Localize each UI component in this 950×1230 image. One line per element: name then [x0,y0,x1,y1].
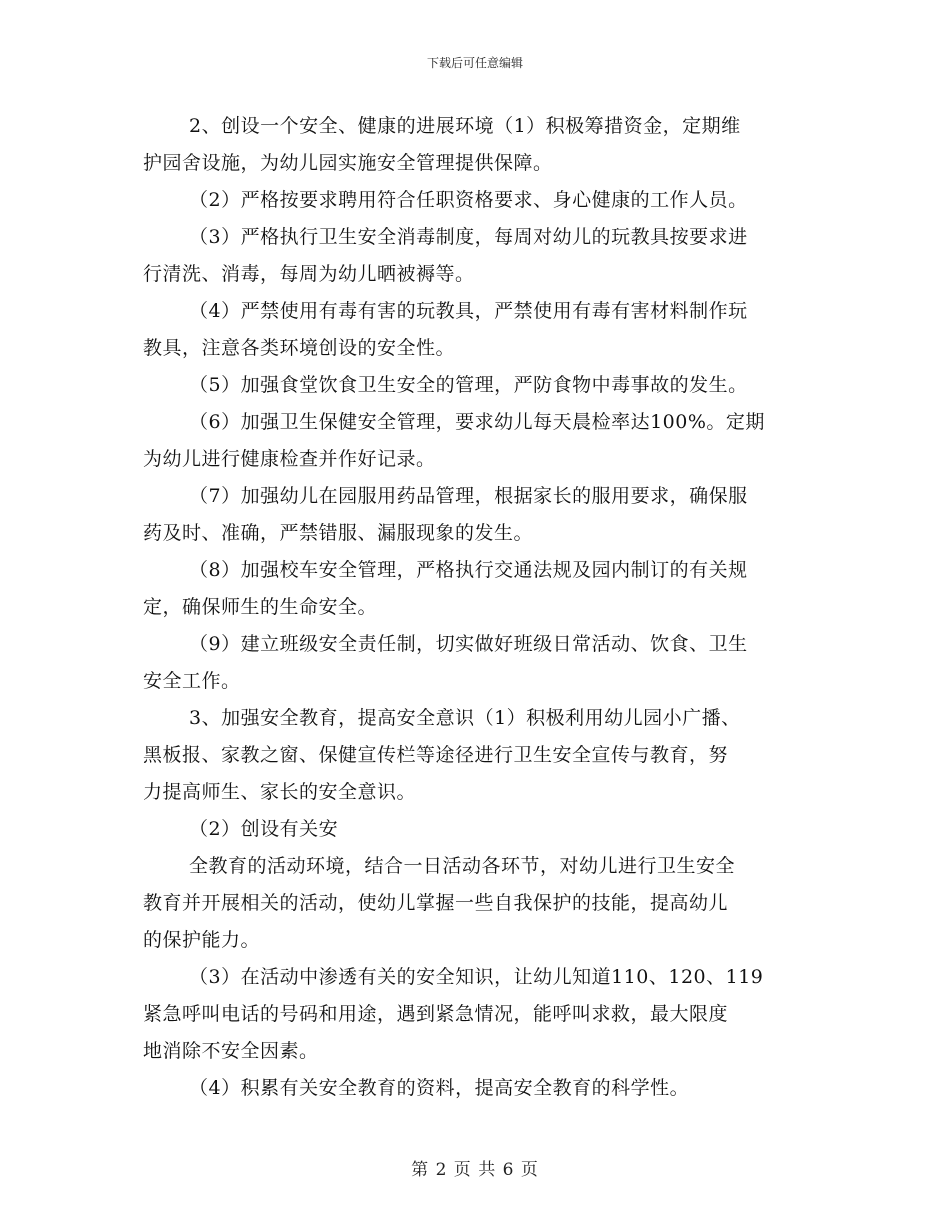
paragraph [143,108,811,182]
paragraph [143,367,811,404]
paragraph [143,959,811,1070]
text-line: 护园舍设施，为幼儿园实施安全管理提供保障。 [143,152,553,174]
text-line: 的保护能力。 [143,929,261,951]
paragraph [143,626,811,700]
text-line: 药及时、准确，严禁错服、漏服现象的发生。 [143,522,534,544]
text-line: 教育并开展相关的活动，使幼儿掌握一些自我保护的技能，提高幼儿 [143,892,729,914]
paragraph [143,811,811,848]
text-line: （2）严格按要求聘用符合任职资格要求、身心健康的工作人员。 [189,189,748,211]
document-body [143,108,811,1107]
paragraph [143,404,811,478]
text-line: 行清洗、消毒，每周为幼儿晒被褥等。 [143,263,475,285]
text-line: 安全工作。 [143,670,241,692]
text-line: 紧急呼叫电话的号码和用途，遇到紧急情况，能呼叫求救，最大限度 [143,1003,729,1025]
text-line: 地消除不安全因素。 [143,1040,319,1062]
paragraph [143,552,811,626]
paragraph [143,478,811,552]
paragraph [143,1070,811,1107]
paragraph [143,293,811,367]
page-number: 第 2 页 共 6 页 [411,1160,539,1180]
text-line: （4）严禁使用有毒有害的玩教具，严禁使用有毒有害材料制作玩 [189,300,748,322]
paragraph [143,182,811,219]
text-line: 3、加强安全教育，提高安全意识（1）积极利用幼儿园小广播、 [189,707,741,729]
paragraph [143,848,811,959]
text-line: （9）建立班级安全责任制，切实做好班级日常活动、饮食、卫生 [189,633,748,655]
text-line: （7）加强幼儿在园服用药品管理，根据家长的服用要求，确保服 [189,485,748,507]
text-line: 教具，注意各类环境创设的安全性。 [143,337,456,359]
text-line: 定，确保师生的生命安全。 [143,596,378,618]
page-header: 下载后可任意编辑 [426,56,523,70]
text-line: 为幼儿进行健康检查并作好记录。 [143,448,436,470]
text-line: （6）加强卫生保健安全管理，要求幼儿每天晨检率达100%。定期 [189,411,765,433]
text-line: 力提高师生、家长的安全意识。 [143,781,417,803]
text-line: （5）加强食堂饮食卫生安全的管理，严防食物中毒事故的发生。 [189,374,748,396]
text-line: 2、创设一个安全、健康的进展环境（1）积极筹措资金，定期维 [189,115,741,137]
text-line: （8）加强校车安全管理，严格执行交通法规及园内制订的有关规 [189,559,748,581]
text-line: （3）在活动中渗透有关的安全知识，让幼儿知道110、120、119 [189,966,764,988]
paragraph [143,700,811,811]
text-line: （4）积累有关安全教育的资料，提高安全教育的科学性。 [189,1077,690,1099]
text-line: （2）创设有关安 [189,818,339,840]
paragraph [143,219,811,293]
text-line: 黑板报、家教之窗、保健宣传栏等途径进行卫生安全宣传与教育，努 [143,744,729,766]
text-line: 全教育的活动环境，结合一日活动各环节，对幼儿进行卫生安全 [189,855,736,877]
text-line: （3）严格执行卫生安全消毒制度，每周对幼儿的玩教具按要求进 [189,226,748,248]
